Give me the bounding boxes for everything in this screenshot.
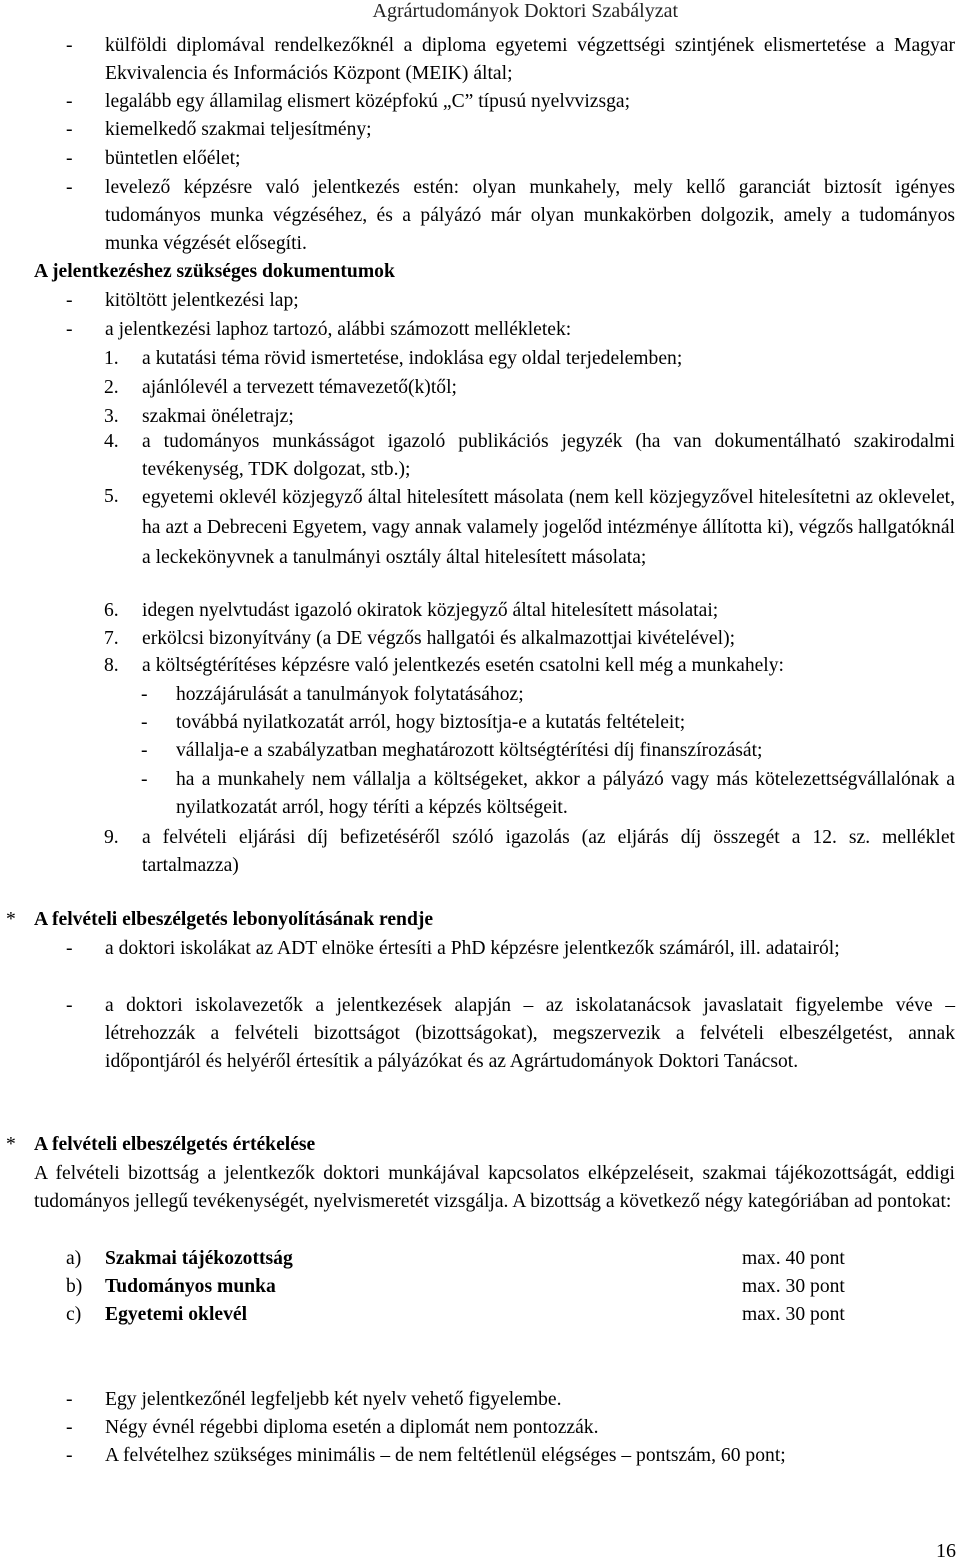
- category-score: max. 40 pont: [742, 1248, 845, 1269]
- annex-item: a költségtérítéses képzésre való jelentkezés esetén csatolni kell még a munkahely:: [142, 655, 784, 676]
- category-name: Egyetemi oklevél: [105, 1304, 248, 1325]
- annex-item: idegen nyelvtudást igazoló okiratok közjegyző által hitelesített másolatai;: [142, 600, 719, 621]
- annex-number: 1.: [104, 348, 119, 369]
- bullet-dash: -: [141, 769, 148, 790]
- page-number: 16: [936, 1540, 956, 1562]
- note-item: Egy jelentkezőnél legfeljebb két nyelv vehető figyelembe.: [105, 1389, 562, 1410]
- bullet-dash: -: [66, 1389, 73, 1410]
- annex-item: egyetemi oklevél közjegyző által hitelesített másolata (nem kell közjegyzővel hitelesítetni az oklevelet, ha azt a Debreceni Egyetem, vagy annak valamely jogelőd intézménye állította ki), végzős hallgatóknál a leckekönyvnek a tanulmányi osztály által hitelesített másolata;: [142, 487, 955, 568]
- bullet-dash: -: [66, 119, 73, 140]
- asterisk-marker: *: [6, 909, 16, 930]
- interview-item: a doktori iskolákat az ADT elnöke értesíti a PhD képzésre jelentkezők számáról, ill. adatairól;: [105, 938, 840, 959]
- annex-number: 3.: [104, 406, 119, 427]
- bullet-dash: -: [141, 740, 148, 761]
- bullet-dash: -: [66, 319, 73, 340]
- requirement-item: külföldi diplomával rendelkezőknél a diploma egyetemi végzettségi szintjének elismertetése a Magyar Ekvivalencia és Információs Központ (MEIK) által;: [105, 35, 955, 84]
- requirement-item: kiemelkedő szakmai teljesítmény;: [105, 119, 372, 140]
- interview-heading: A felvételi elbeszélgetés lebonyolításának rendje: [34, 909, 434, 930]
- bullet-dash: -: [141, 712, 148, 733]
- document-item: a jelentkezési laphoz tartozó, alábbi számozott mellékletek:: [105, 319, 572, 340]
- annex-number: 7.: [104, 628, 119, 649]
- annex-item: a kutatási téma rövid ismertetése, indoklása egy oldal terjedelemben;: [142, 348, 683, 369]
- annex-number: 5.: [104, 486, 119, 507]
- category-name: Szakmai tájékozottság: [105, 1248, 293, 1269]
- bullet-dash: -: [66, 938, 73, 959]
- evaluation-heading: A felvételi elbeszélgetés értékelése: [34, 1134, 316, 1155]
- bullet-dash: -: [66, 290, 73, 311]
- annex8-item: vállalja-e a szabályzatban meghatározott költségtérítési díj finanszírozását;: [176, 740, 763, 761]
- annex8-item: ha a munkahely nem vállalja a költségeket, akkor a pályázó vagy más kötelezettségvállalónak a nyilatkozatát arról, hogy téríti a képzés költségeit.: [176, 769, 955, 818]
- requirement-item: büntetlen előélet;: [105, 148, 241, 169]
- annex-item: erkölcsi bizonyítvány (a DE végzős hallgatói és alkalmazottjai kivételével);: [142, 628, 736, 649]
- category-name: Tudományos munka: [105, 1276, 276, 1297]
- asterisk-marker: *: [6, 1134, 16, 1155]
- note-item: Négy évnél régebbi diploma esetén a diplomát nem pontozzák.: [105, 1417, 599, 1438]
- bullet-dash: -: [141, 684, 148, 705]
- interview-item: a doktori iskolavezetők a jelentkezések alapján – az iskolatanácsok javaslatait figyelembe véve – létrehozzák a felvételi bizottságot (bizottságokat), megszervezik a felvételi elbeszélgetést, annak időpontjáról és helyéről értesítik a pályázókat és az Agrártudományok Doktori Tanácsot.: [105, 995, 955, 1072]
- annex-number: 8.: [104, 655, 119, 676]
- requirement-item: legalább egy államilag elismert középfokú „C” típusú nyelvvizsga;: [105, 91, 631, 112]
- annex-item: a tudományos munkásságot igazoló publikációs jegyzék (ha van dokumentálható szakirodalmi tevékenység, TDK dolgozat, stb.);: [142, 431, 955, 480]
- bullet-dash: -: [66, 148, 73, 169]
- category-score: max. 30 pont: [742, 1276, 845, 1297]
- category-letter: b): [66, 1276, 83, 1297]
- bullet-dash: -: [66, 1417, 73, 1438]
- document-item: kitöltött jelentkezési lap;: [105, 290, 299, 311]
- bullet-dash: -: [66, 91, 73, 112]
- bullet-dash: -: [66, 35, 73, 56]
- annex-number: 4.: [104, 431, 119, 452]
- annex-number: 2.: [104, 377, 119, 398]
- annex8-item: hozzájárulását a tanulmányok folytatásához;: [176, 684, 524, 705]
- annex-item: ajánlólevél a tervezett témavezető(k)től;: [142, 377, 457, 398]
- category-score: max. 30 pont: [742, 1304, 845, 1325]
- annex-item: a felvételi eljárási díj befizetéséről szóló igazolás (az eljárás díj összegét a 12. sz. melléklet tartalmazza): [142, 827, 955, 876]
- note-item: A felvételhez szükséges minimális – de nem feltétlenül elégséges – pontszám, 60 pont;: [105, 1445, 786, 1466]
- documents-heading: A jelentkezéshez szükséges dokumentumok: [34, 261, 395, 282]
- annex-number: 9.: [104, 827, 119, 848]
- category-letter: c): [66, 1304, 82, 1325]
- bullet-dash: -: [66, 1445, 73, 1466]
- annex-number: 6.: [104, 600, 119, 621]
- annex-item: szakmai önéletrajz;: [142, 406, 294, 427]
- requirement-item: levelező képzésre való jelentkezés estén: olyan munkahely, mely kellő garanciát biztosít igényes tudományos munka végzéséhez, és a pályázó már olyan munkakörben dolgozik, amely a tudományos munka végzését elősegíti.: [105, 177, 955, 254]
- category-letter: a): [66, 1248, 82, 1269]
- page-header: Agrártudományok Doktori Szabályzat: [372, 0, 678, 22]
- bullet-dash: -: [66, 177, 73, 198]
- bullet-dash: -: [66, 995, 73, 1016]
- evaluation-text: A felvételi bizottság a jelentkezők doktori munkájával kapcsolatos elképzeléseit, szakmai tájékozottságát, eddigi tudományos jellegű tevékenységét, nyelvismeretét vizsgálja. A bizottság a következő négy kategóriában ad pontokat:: [34, 1163, 955, 1212]
- annex8-item: továbbá nyilatkozatát arról, hogy biztosítja-e a kutatás feltételeit;: [176, 712, 686, 733]
